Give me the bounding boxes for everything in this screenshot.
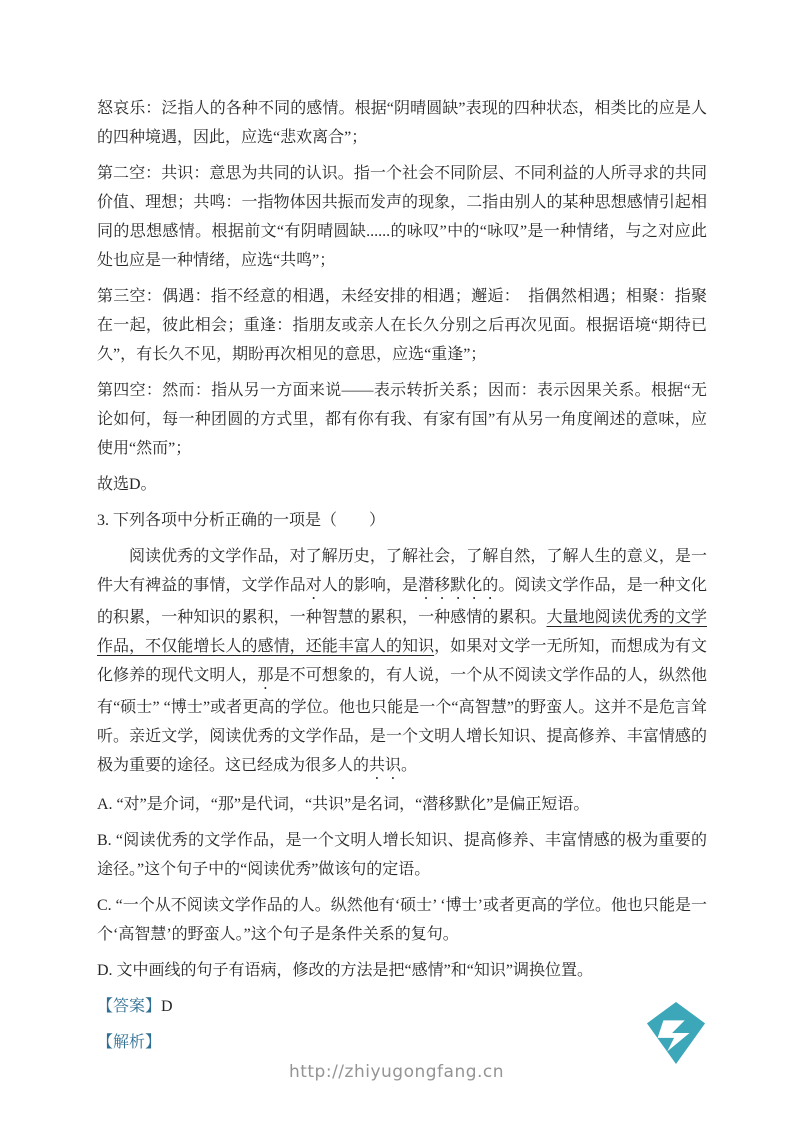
underlined-text: 大量地阅读优秀的文学作品，不仅能增长人的感情，还能丰富人的知识 <box>97 609 707 655</box>
question-3-stem <box>97 506 707 535</box>
text-run: 第四空：然而：指从另一方面来说——表示转折关系；因而：表示因果关系。根据“无论如何，每一种团圆的方式里，都有你有我、有家有国”有从另一角度阐述的意味，应使用“然而”； <box>97 382 707 457</box>
text-run: 故选D。 <box>97 476 157 493</box>
emphasis-dot-text: 潜移默化的 <box>418 577 499 594</box>
emphasis-dot-text: 共识 <box>369 757 402 774</box>
text-run: 阅读优秀的文学作品，对了解历史，了解社会，了解自然，了解人生的意义，是一件大有裨益的事情，文学作品 <box>97 548 707 594</box>
conclusion-paragraph <box>97 470 707 499</box>
option-d <box>97 956 707 985</box>
analysis-paragraph-1 <box>97 94 707 152</box>
text-run: 人的影响，是 <box>321 577 419 594</box>
text-run: 3. 下列各项中分析正确的一项是（ ） <box>97 512 386 529</box>
option-c <box>97 891 707 949</box>
text-run: D. 文中画线的句子有语病，修改的方法是把“感情”和“知识”调换位置。 <box>97 962 593 979</box>
option-b <box>97 826 707 884</box>
text-run: 。 <box>401 757 418 774</box>
answer-bracket-label: 【答案】 <box>97 998 162 1015</box>
reading-passage <box>97 542 707 783</box>
text-run: ，如果对文学一无所知，而想成为有文化修养的现代文明人， <box>97 638 707 684</box>
watermark-logo-icon <box>645 1000 707 1066</box>
analysis-label-line <box>97 1028 707 1057</box>
text-run: 怒哀乐：泛指人的各种不同的感情。根据“阴晴圆缺”表现的四种状态，相类比的应是人的四种境遇，因此，应选“悲欢离合”； <box>97 100 707 146</box>
analysis-paragraph-blank4 <box>97 376 707 463</box>
text-run: B. “阅读优秀的文学作品，是一个文明人增长知识、提高修养、丰富情感的极为重要的途径。”这个句子中的“阅读优秀”做该句的定语。 <box>97 832 707 878</box>
answer-line <box>97 992 707 1021</box>
answer-bracket-label: 【解析】 <box>97 1034 162 1051</box>
analysis-paragraph-blank3 <box>97 282 707 369</box>
page-content <box>97 94 707 1064</box>
text-run: A. “对”是介词，“那”是代词，“共识”是名词，“潜移默化”是偏正短语。 <box>97 796 590 813</box>
text-run: 第二空：共识：意思为共同的认识。指一个社会不同阶层、不同利益的人所寻求的共同价值、理想；共鸣：一指物体因共振而发声的现象，二指由别人的某种思想感情引起相同的思想感情。根据前文“有阴晴圆缺......的咏叹”中的“咏叹”是一种情绪，与之对应此处也应是一种情绪，应选“共鸣”； <box>97 165 707 269</box>
analysis-paragraph-blank2 <box>97 159 707 275</box>
text-run: 。阅读文学作品，是一种文化的积累，一种知识的累积，一种智慧的累积，一种感情的累积。 <box>97 577 707 626</box>
text-run: 第三空：偶遇：指不经意的相遇，未经安排的相遇；邂逅： 指偶然相遇；相聚：指聚在一起，彼此相会；重逢：指朋友或亲人在长久分别之后再次见面。根据语境“期待已久”，有长久不见，期盼再次相见的意思，应选“重逢”； <box>97 288 707 363</box>
emphasis-dot-text: 那 <box>257 667 274 684</box>
text-run: D <box>161 998 173 1015</box>
footer-url: http://zhiyugongfang.cn <box>288 1062 505 1082</box>
emphasis-dot-text: 对 <box>305 577 322 594</box>
text-run: C. “一个从不阅读文学作品的人。纵然他有‘硕士’ ‘博士’或者更高的学位。他也只能是一个‘高智慧’的野蛮人。”这个句子是条件关系的复句。 <box>97 897 707 943</box>
text-run: 是不可想象的，有人说，一个从不阅读文学作品的人，纵然他有“硕士” “博士”或者更高的学位。他也只能是一个“高智慧”的野蛮人。这并不是危言耸听。亲近文学，阅读优秀的文学作品，是一个文明人增长知识、提高修养、丰富情感的极为重要的途径。这已经成为很多人的 <box>97 667 707 774</box>
option-a <box>97 790 707 819</box>
